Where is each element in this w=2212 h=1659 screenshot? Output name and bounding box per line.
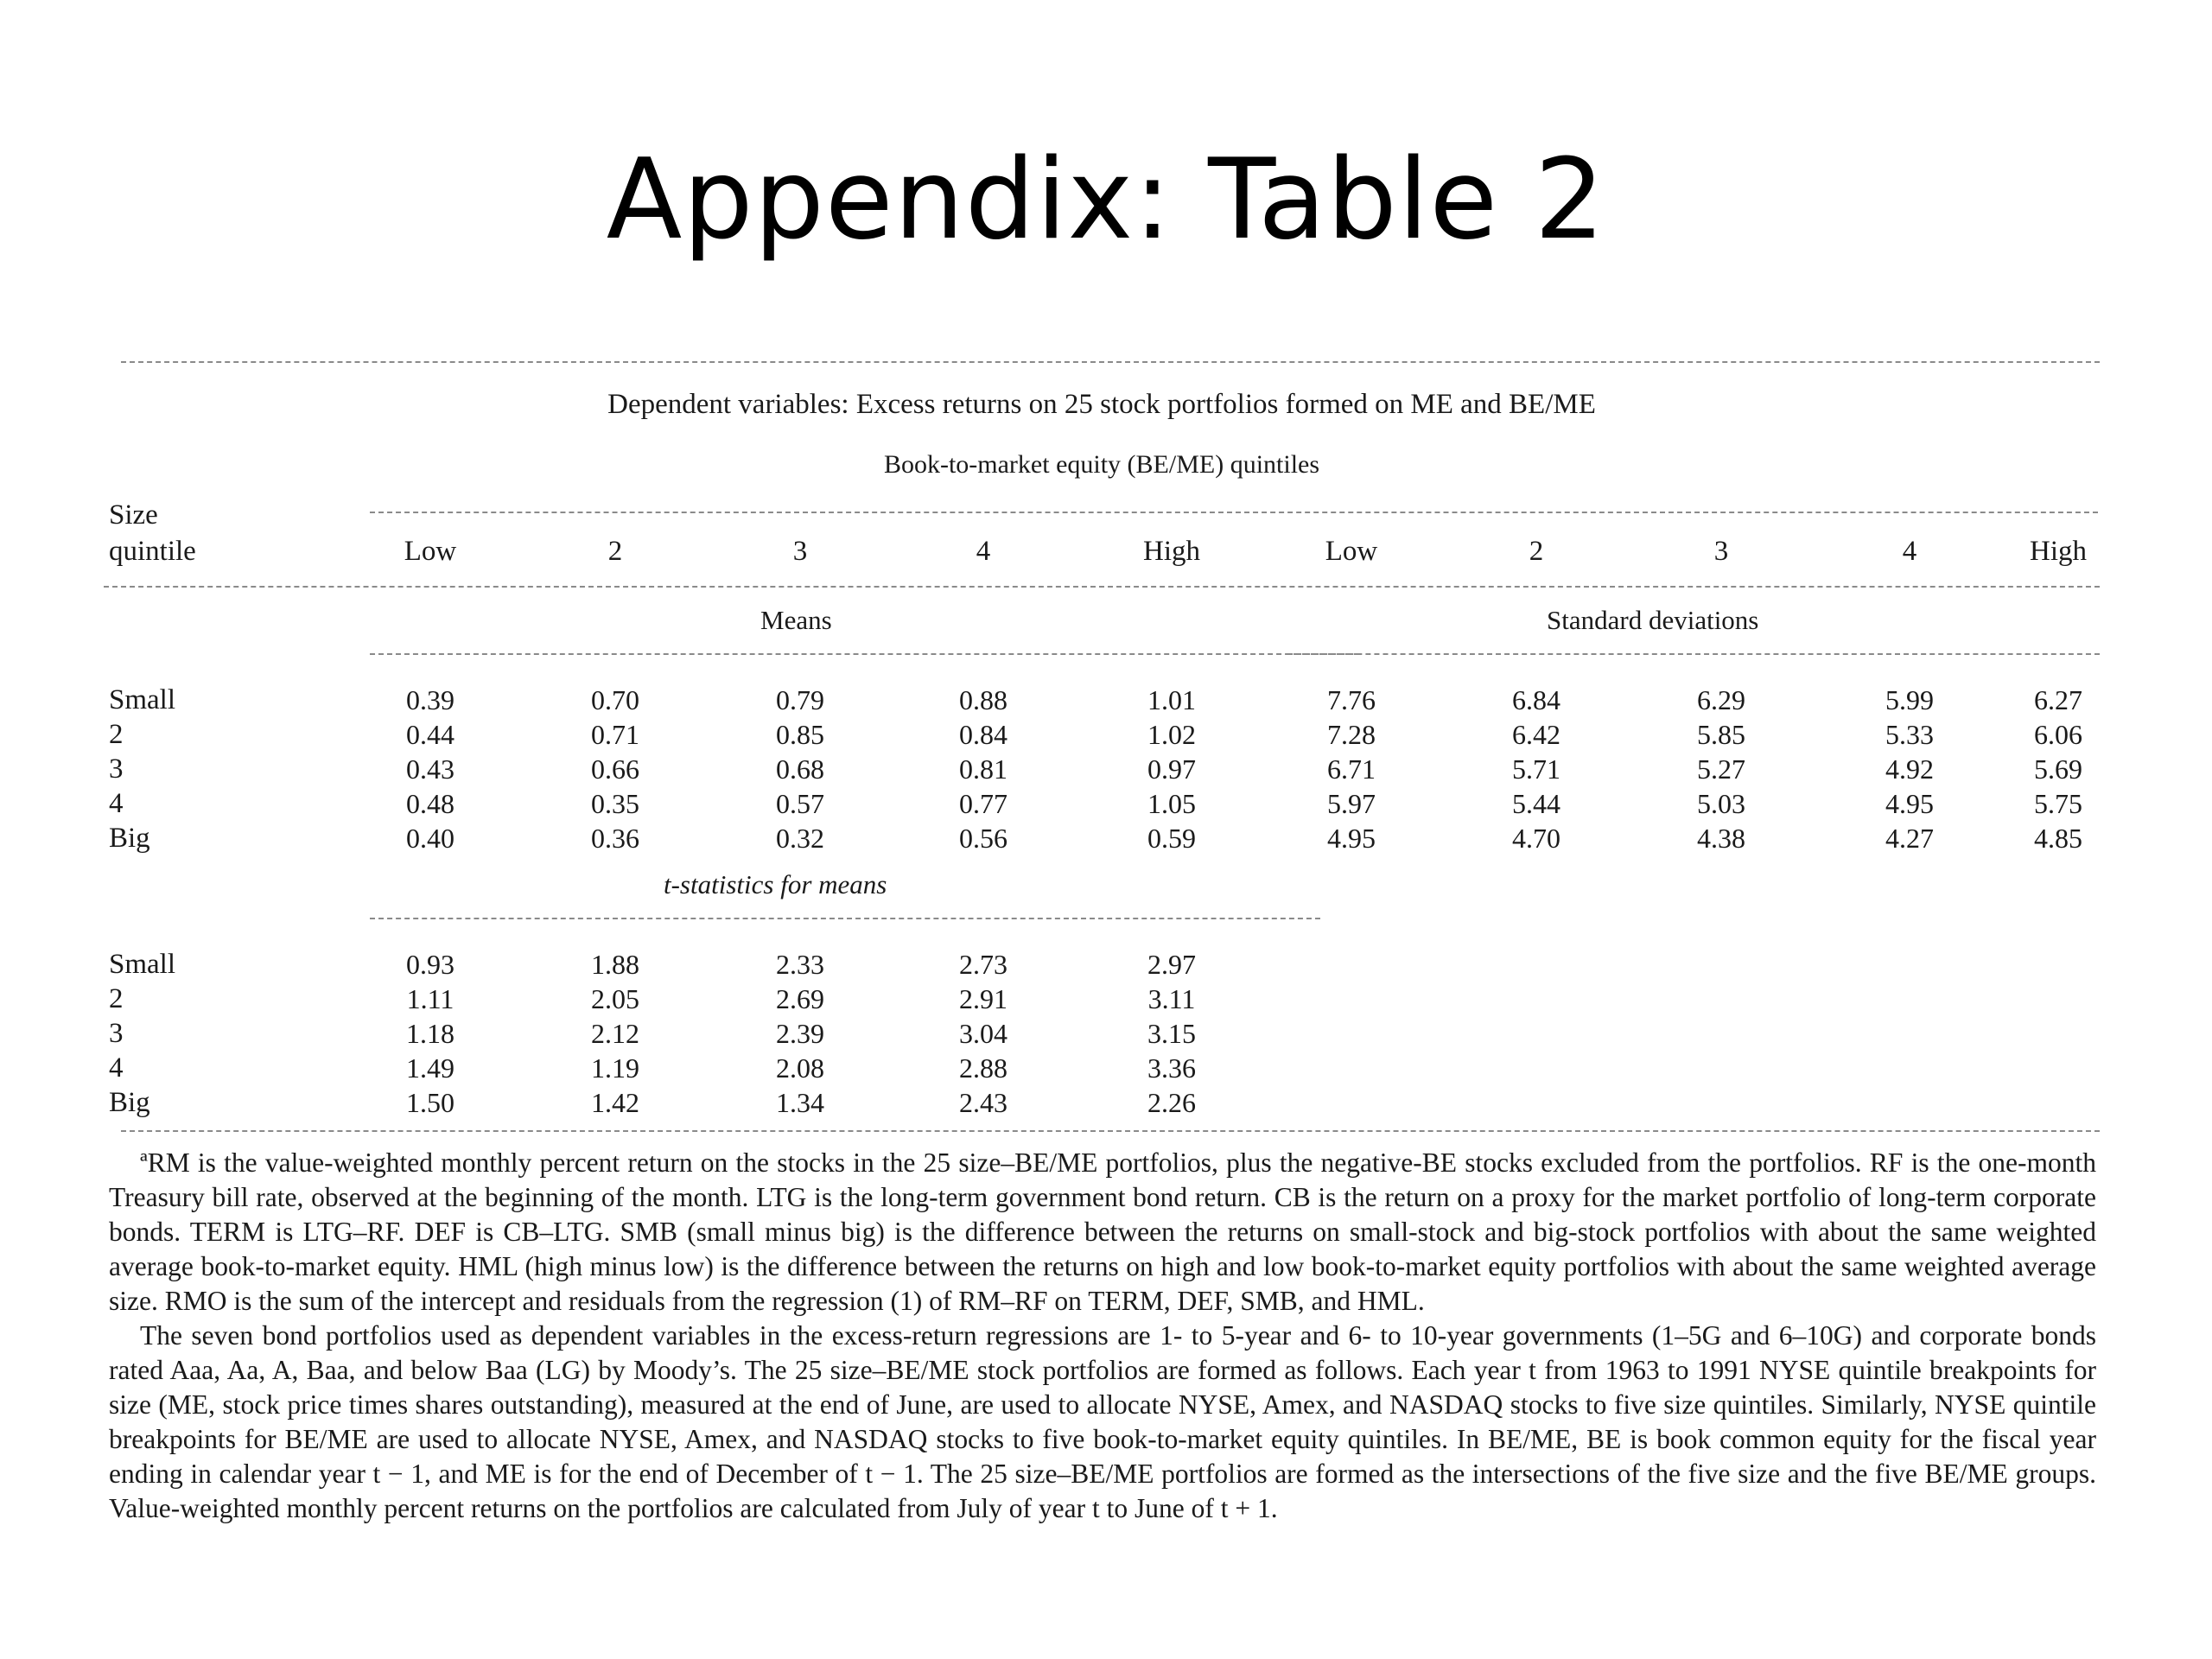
table-cell: 0.44 — [406, 719, 454, 750]
table-cell: 0.56 — [959, 823, 1007, 854]
table-cell: 5.71 — [1512, 753, 1560, 785]
row-label: Small — [109, 684, 176, 715]
table-cell: 2.05 — [591, 983, 639, 1014]
column-header: Low — [404, 536, 457, 567]
std-label: Standard deviations — [1547, 605, 1759, 635]
table-cell: 4.92 — [1885, 753, 1934, 785]
table-cell: 0.71 — [591, 719, 639, 750]
table-cell: 2.43 — [959, 1087, 1007, 1118]
header-rule-bottom — [104, 586, 2100, 588]
table-cell: 2.12 — [591, 1018, 639, 1049]
table-cell: 6.84 — [1512, 684, 1560, 715]
table-cell: 3.04 — [959, 1018, 1007, 1049]
table-cell: 5.33 — [1885, 719, 1934, 750]
table-cell: 5.69 — [2034, 753, 2082, 785]
column-header: High — [1143, 536, 1200, 567]
table-cell: 2.39 — [776, 1018, 824, 1049]
table-cell: 2.88 — [959, 1052, 1007, 1084]
table-cell: 0.39 — [406, 684, 454, 715]
table-cell: 2.26 — [1147, 1087, 1196, 1118]
table-cell: 1.05 — [1147, 788, 1196, 819]
table-cell: 4.95 — [1327, 823, 1376, 854]
means-rule — [370, 653, 1359, 655]
table-cell: 0.70 — [591, 684, 639, 715]
column-header: 3 — [1713, 536, 1729, 567]
table-cell: 1.18 — [406, 1018, 454, 1049]
table-bottom-rule — [121, 1130, 2100, 1132]
notes-paragraph-1: ªRM is the value-weighted monthly percent return on the stocks in the 25 size–BE/ME portfolios, plus the negative-BE stocks excluded from the portfolios. RF is the one-month Treasury bill rate, observed at the beginning of the month. LTG is the long-term government bond return. CB is the return on a proxy for the market portfolio of long-term corporate bonds. TERM is LTG–RF. DEF is CB–LTG. SMB (small minus big) is the difference between the returns on small-stock and big-stock portfolios with about the same weighted average book-to-market equity. HML (high minus low) is the difference between the returns on high and low book-to-market equity portfolios with about the same weighted average size. RMO is the sum of the intercept and residuals from the regression (1) of RM–RF on TERM, DEF, SMB, and HML. — [109, 1147, 2096, 1316]
table-cell: 2.08 — [776, 1052, 824, 1084]
table-cell: 0.36 — [591, 823, 639, 854]
table-cell: 5.44 — [1512, 788, 1560, 819]
table-cell: 0.59 — [1147, 823, 1196, 854]
table-cell: 5.85 — [1697, 719, 1745, 750]
column-header: High — [2030, 536, 2087, 567]
row-label: 4 — [109, 1052, 124, 1084]
row-label: 3 — [109, 753, 124, 785]
tstat-label: t-statistics for means — [664, 869, 887, 899]
table-subcaption: Book-to-market equity (BE/ME) quintiles — [883, 450, 1320, 479]
table-cell: 2.73 — [959, 949, 1007, 980]
table-cell: 5.27 — [1697, 753, 1745, 785]
column-header: Low — [1325, 536, 1378, 567]
column-header: 4 — [1902, 536, 1917, 567]
column-header: 2 — [607, 536, 623, 567]
size-header-line1: Size — [109, 499, 158, 531]
top-rule — [121, 361, 2100, 363]
table-cell: 2.91 — [959, 983, 1007, 1014]
table-cell: 2.69 — [776, 983, 824, 1014]
table-cell: 0.66 — [591, 753, 639, 785]
row-label: Big — [109, 823, 150, 854]
table-cell: 1.02 — [1147, 719, 1196, 750]
table-cell: 4.27 — [1885, 823, 1934, 854]
table-cell: 6.42 — [1512, 719, 1560, 750]
table-cell: 0.93 — [406, 949, 454, 980]
table-cell: 5.99 — [1885, 684, 1934, 715]
table-cell: 1.01 — [1147, 684, 1196, 715]
table-cell: 1.34 — [776, 1087, 824, 1118]
table-cell: 3.15 — [1147, 1018, 1196, 1049]
table-cell: 2.97 — [1147, 949, 1196, 980]
scanned-table-image — [104, 346, 2100, 1607]
table-cell: 0.32 — [776, 823, 824, 854]
table-cell: 0.48 — [406, 788, 454, 819]
table-caption: Dependent variables: Excess returns on 25 stock portfolios formed on ME and BE/ME — [607, 389, 1596, 420]
table-cell: 6.27 — [2034, 684, 2082, 715]
table-cell: 7.76 — [1327, 684, 1376, 715]
column-header: 4 — [976, 536, 991, 567]
table-cell: 6.29 — [1697, 684, 1745, 715]
table-cell: 0.57 — [776, 788, 824, 819]
table-cell: 4.85 — [2034, 823, 2082, 854]
std-rule — [1287, 653, 2100, 655]
table-cell: 1.11 — [406, 983, 454, 1014]
table-cell: 1.49 — [406, 1052, 454, 1084]
table-cell: 4.95 — [1885, 788, 1934, 819]
row-label: 2 — [109, 983, 124, 1014]
table-cell: 0.79 — [776, 684, 824, 715]
table-cell: 6.71 — [1327, 753, 1376, 785]
notes-paragraph-2: The seven bond portfolios used as dependent variables in the excess-return regressions are 1- to 5-year and 6- to 10-year governments (1–5G and 6–10G) and corporate bonds rated Aaa, Aa, A, Baa, and below Baa (LG) by Moody’s. The 25 size–BE/ME stock portfolios are formed as follows. Each year t from 1963 to 1991 NYSE quintile breakpoints for size (ME, stock price times shares outstanding), measured at the end of June, are used to allocate NYSE, Amex, and NASDAQ stocks to five size quintiles. Similarly, NYSE quintile breakpoints for BE/ME are used to allocate NYSE, Amex, and NASDAQ stocks to five book-to-market equity quintiles. In BE/ME, BE is book common equity for the fiscal year ending in calendar year t − 1, and ME is for the end of December of t − 1. The 25 size–BE/ME portfolios are formed as the intersections of the five size and the five BE/ME groups. Value-weighted monthly percent returns on the portfolios are calculated from July of year t to June of t + 1. — [109, 1320, 2096, 1523]
table-cell: 0.81 — [959, 753, 1007, 785]
row-label: 4 — [109, 788, 124, 819]
column-header: 3 — [792, 536, 808, 567]
table-cell: 5.97 — [1327, 788, 1376, 819]
table-cell: 1.42 — [591, 1087, 639, 1118]
means-label: Means — [760, 605, 832, 635]
table-cell: 2.33 — [776, 949, 824, 980]
table-cell: 1.88 — [591, 949, 639, 980]
table-cell: 0.85 — [776, 719, 824, 750]
table-cell: 4.70 — [1512, 823, 1560, 854]
table-cell: 4.38 — [1697, 823, 1745, 854]
row-label: 2 — [109, 719, 124, 750]
row-label: Small — [109, 949, 176, 980]
size-header-line2: quintile — [109, 536, 196, 567]
table-cell: 5.03 — [1697, 788, 1745, 819]
table-cell: 0.40 — [406, 823, 454, 854]
header-rule-top — [370, 512, 2098, 513]
table-cell: 5.75 — [2034, 788, 2082, 819]
row-label: 3 — [109, 1018, 124, 1049]
table-cell: 6.06 — [2034, 719, 2082, 750]
table-cell: 1.19 — [591, 1052, 639, 1084]
row-label: Big — [109, 1087, 150, 1118]
table-cell: 0.43 — [406, 753, 454, 785]
table-cell: 0.35 — [591, 788, 639, 819]
table-cell: 3.36 — [1147, 1052, 1196, 1084]
table-cell: 7.28 — [1327, 719, 1376, 750]
table-cell: 1.50 — [406, 1087, 454, 1118]
slide-title: Appendix: Table 2 — [606, 136, 1606, 264]
table-cell: 0.77 — [959, 788, 1007, 819]
tstat-rule — [370, 918, 1320, 919]
table-cell: 0.88 — [959, 684, 1007, 715]
table-cell: 0.68 — [776, 753, 824, 785]
column-header: 2 — [1529, 536, 1544, 567]
table-notes — [109, 1146, 2096, 1526]
table-cell: 3.11 — [1147, 983, 1196, 1014]
table-cell: 0.97 — [1147, 753, 1196, 785]
table-cell: 0.84 — [959, 719, 1007, 750]
